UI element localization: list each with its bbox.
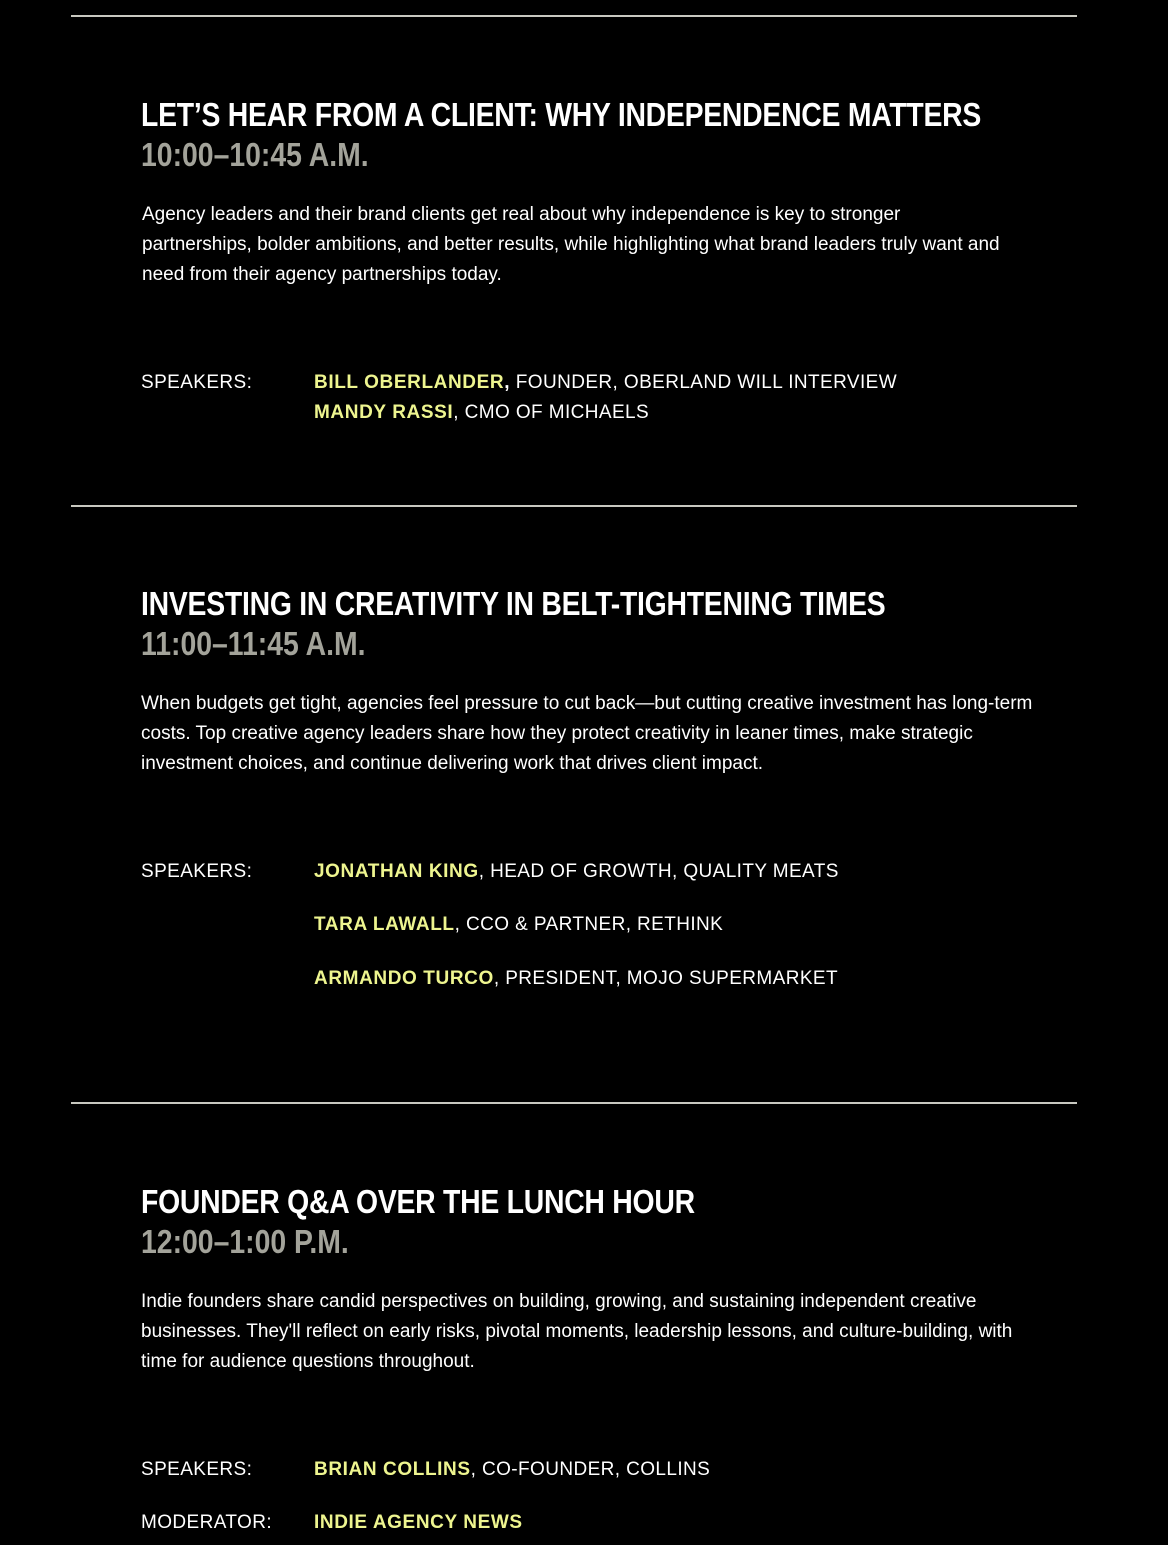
speaker-entry: [314, 860, 839, 884]
session-title: FOUNDER Q&A OVER THE LUNCH HOUR: [141, 1183, 695, 1220]
session-description: Indie founders share candid perspectives on building, growing, and sustaining independent creative businesses. They'll reflect on early risks, pivotal moments, leadership lessons, and culture-building, with time for audience questions throughout.: [141, 1291, 1013, 1372]
session-founder-qa: [141, 1182, 1061, 1533]
section-divider: [71, 1102, 1077, 1104]
speaker-entry: [314, 967, 838, 991]
speakers-label: SPEAKERS:: [141, 861, 253, 882]
speaker-name[interactable]: ARMANDO TURCO: [314, 968, 494, 989]
speaker-role: CMO OF MICHAELS: [458, 402, 650, 423]
speaker-name[interactable]: BRIAN COLLINS: [314, 1459, 471, 1480]
session-client-independence: [141, 95, 1061, 423]
speakers-label: SPEAKERS:: [141, 1459, 253, 1480]
session-title: LET’S HEAR FROM A CLIENT: WHY INDEPENDENCE MATTERS: [141, 96, 982, 133]
speaker-entry: [314, 913, 723, 937]
speaker-separator: ,: [470, 1459, 477, 1480]
speaker-name[interactable]: JONATHAN KING: [314, 861, 479, 882]
speaker-separator: ,: [478, 861, 485, 882]
session-time: 11:00–11:45 A.M.: [141, 625, 366, 662]
session-description: When budgets get tight, agencies feel pressure to cut back—but cutting creative investment has long-term costs. Top creative agency leaders share how they protect creativity in leaner times, make strategic investment choices, and continue delivering work that drives client impact.: [141, 693, 1033, 774]
speaker-separator: ,: [454, 914, 461, 935]
session-time: 12:00–1:00 P.M.: [141, 1223, 349, 1260]
moderator-entry: [314, 1511, 523, 1535]
speaker-separator: ,: [504, 372, 511, 393]
speaker-entry: [314, 401, 649, 425]
speaker-role: HEAD OF GROWTH, QUALITY MEATS: [484, 861, 839, 882]
session-time: 10:00–10:45 A.M.: [141, 136, 369, 173]
section-divider: [71, 505, 1077, 507]
speaker-separator: ,: [493, 968, 500, 989]
speaker-role: PRESIDENT, MOJO SUPERMARKET: [499, 968, 838, 989]
speaker-role: FOUNDER, OBERLAND WILL INTERVIEW: [510, 372, 898, 393]
session-title: INVESTING IN CREATIVITY IN BELT-TIGHTENING TIMES: [141, 585, 886, 622]
speaker-entry: [314, 1458, 710, 1482]
moderator-name[interactable]: INDIE AGENCY NEWS: [314, 1512, 523, 1533]
speaker-name[interactable]: BILL OBERLANDER: [314, 372, 505, 393]
speakers-label: SPEAKERS:: [141, 372, 253, 393]
speaker-entry: [314, 371, 897, 395]
section-divider: [71, 15, 1077, 17]
moderator-label: MODERATOR:: [141, 1512, 273, 1533]
session-description: Agency leaders and their brand clients get real about why independence is key to stronger partnerships, bolder ambitions, and better results, while highlighting what brand leaders truly want and need from their agency partnerships today.: [142, 204, 1000, 285]
session-investing-creativity: [141, 584, 1061, 989]
speaker-role: CO-FOUNDER, COLLINS: [476, 1459, 711, 1480]
speaker-name[interactable]: MANDY RASSI: [314, 402, 454, 423]
speaker-name[interactable]: TARA LAWALL: [314, 914, 455, 935]
speaker-separator: ,: [453, 402, 459, 423]
speaker-role: CCO & PARTNER, RETHINK: [460, 914, 724, 935]
